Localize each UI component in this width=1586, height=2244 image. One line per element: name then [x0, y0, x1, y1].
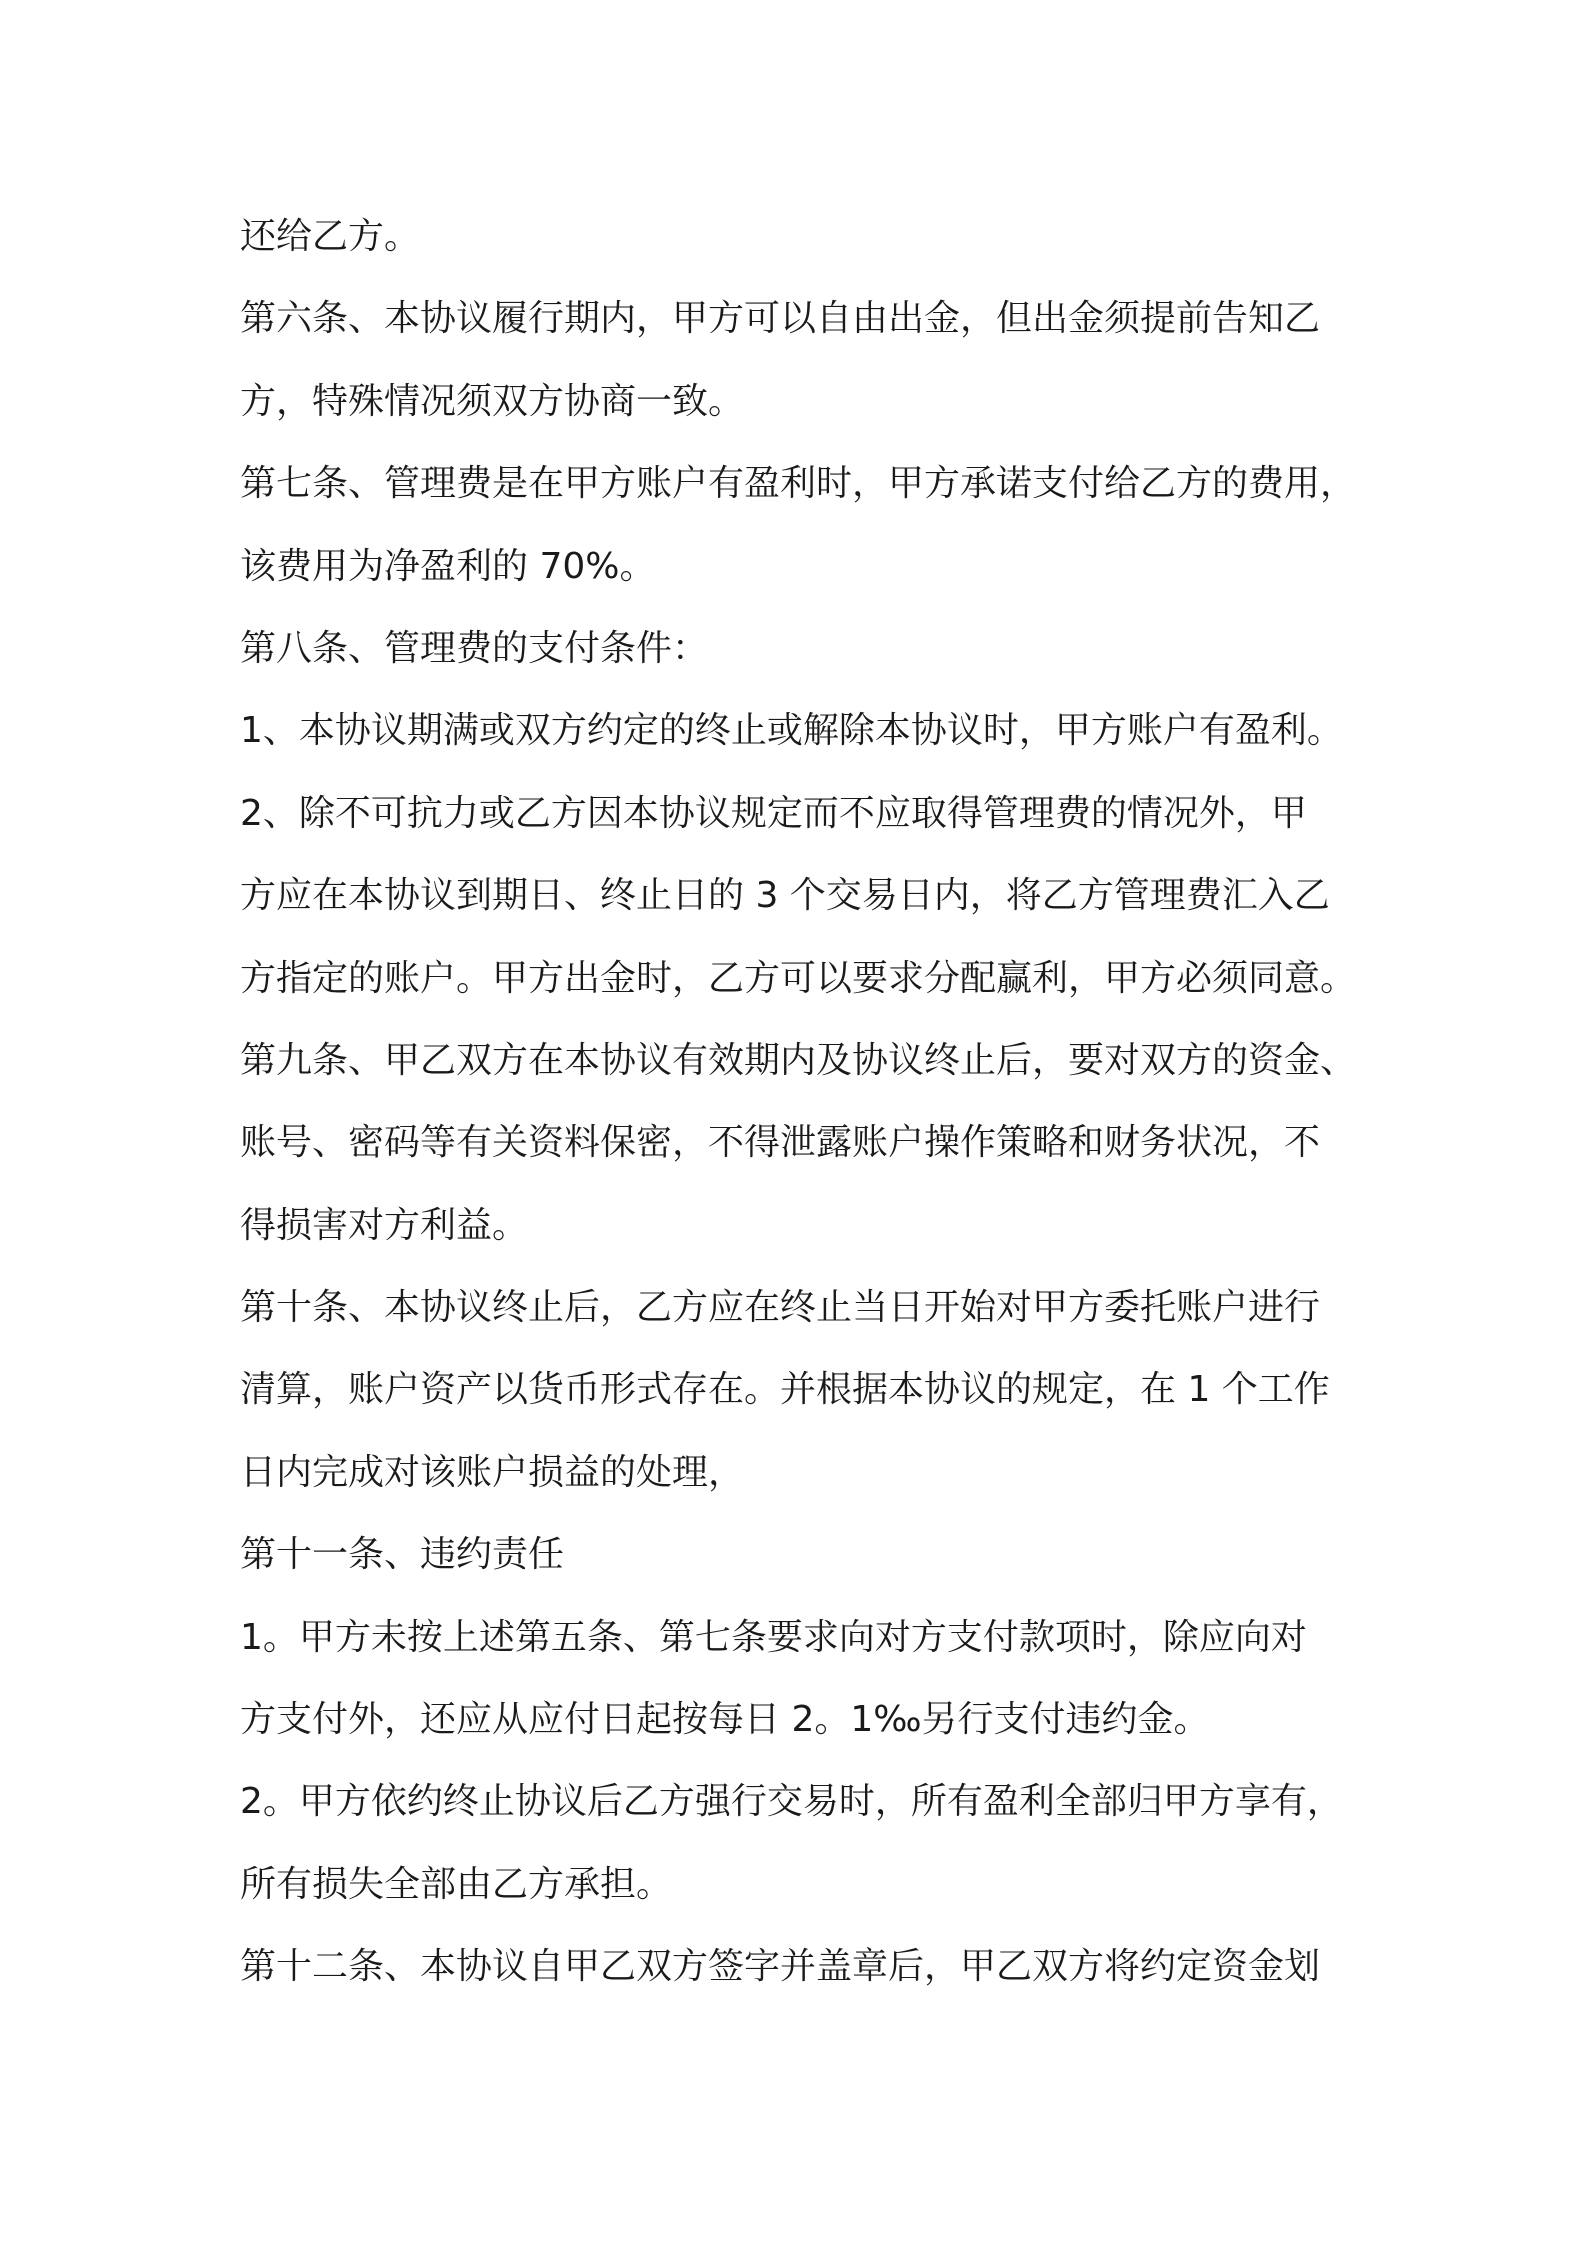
- text-line: 2。甲方依约终止协议后乙方强行交易时，所有盈利全部归甲方享有，: [240, 1781, 1343, 1823]
- document-body: [240, 196, 1370, 2009]
- text-line: 第六条、本协议履行期内，甲方可以自由出金，但出金须提前告知乙: [240, 298, 1321, 340]
- text-line: 1、本协议期满或双方约定的终止或解除本协议时，甲方账户有盈利。: [240, 710, 1343, 752]
- text-line: 日内完成对该账户损益的处理，: [240, 1451, 745, 1493]
- text-line: 清算，账户资产以货币形式存在。并根据本协议的规定，在 1 个工作: [240, 1369, 1330, 1411]
- text-line: 第七条、管理费是在甲方账户有盈利时，甲方承诺支付给乙方的费用，: [240, 463, 1357, 505]
- text-line: 方应在本协议到期日、终止日的 3 个交易日内，将乙方管理费汇入乙: [240, 875, 1330, 917]
- text-line: 第九条、甲乙双方在本协议有效期内及协议终止后，要对双方的资金、: [240, 1039, 1357, 1081]
- text-line: 方支付外，还应从应付日起按每日 2。1‰另行支付违约金。: [240, 1699, 1210, 1741]
- text-line: 第十一条、违约责任: [240, 1534, 565, 1576]
- text-line: 2、除不可抗力或乙方因本协议规定而不应取得管理费的情况外，甲: [240, 792, 1307, 834]
- text-line: 该费用为净盈利的 70%。: [240, 545, 656, 587]
- text-line: 方，特殊情况须双方协商一致。: [240, 380, 745, 422]
- text-line: 第八条、管理费的支付条件：: [240, 627, 709, 669]
- text-line: 所有损失全部由乙方承担。: [240, 1863, 673, 1905]
- text-line: 第十二条、本协议自甲乙双方签字并盖章后，甲乙双方将约定资金划: [240, 1946, 1321, 1988]
- text-line: 第十条、本协议终止后，乙方应在终止当日开始对甲方委托账户进行: [240, 1287, 1321, 1329]
- text-line: 方指定的账户。甲方出金时，乙方可以要求分配赢利，甲方必须同意。: [240, 957, 1357, 999]
- text-line: 得损害对方利益。: [240, 1204, 529, 1246]
- text-line: 1。甲方未按上述第五条、第七条要求向对方支付款项时，除应向对: [240, 1616, 1307, 1658]
- text-line: 还给乙方。: [240, 216, 421, 257]
- text-line: 账号、密码等有关资料保密，不得泄露账户操作策略和财务状况，不: [240, 1122, 1321, 1164]
